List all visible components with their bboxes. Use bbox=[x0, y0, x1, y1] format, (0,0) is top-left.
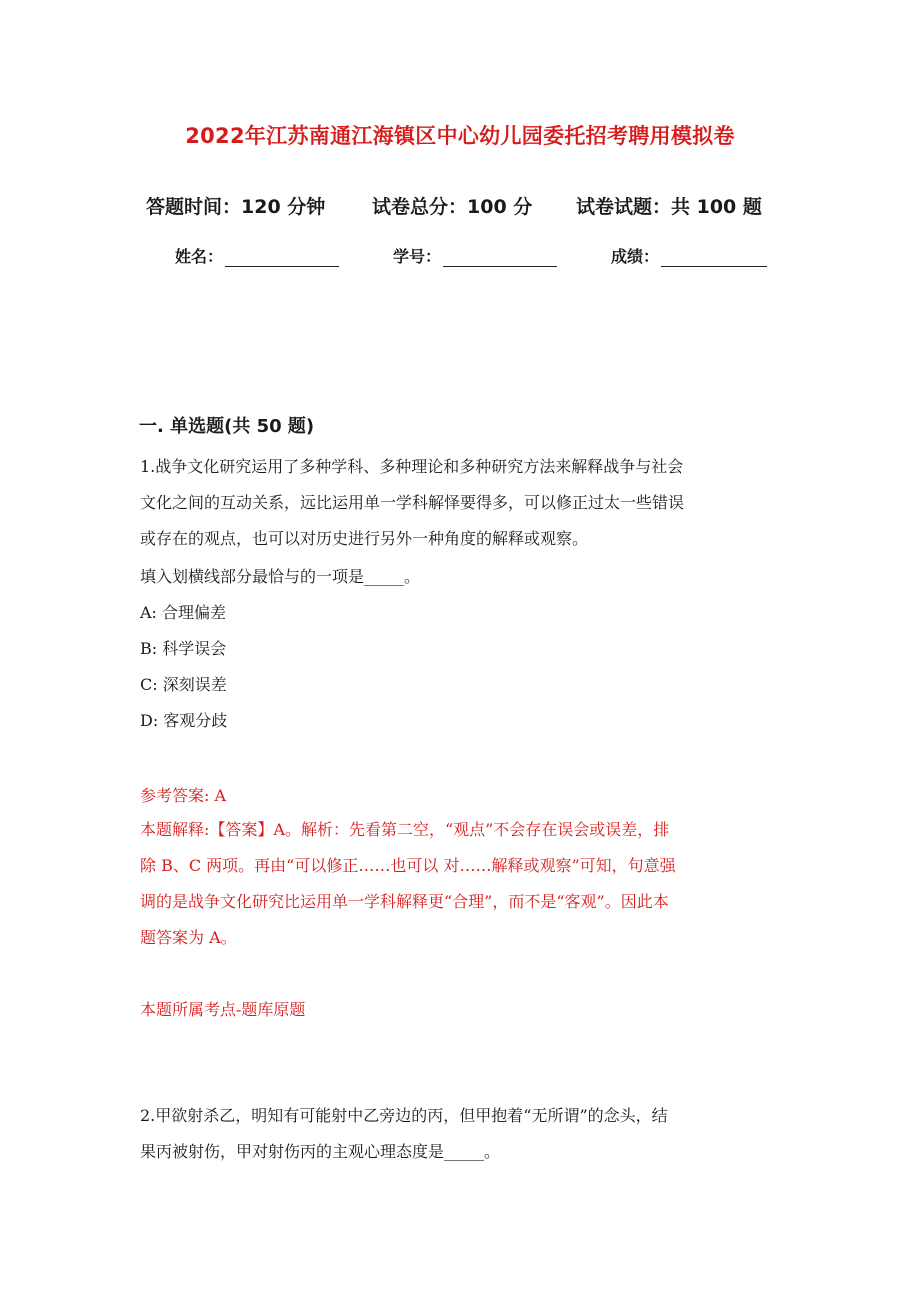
question-1-stem-line: 文化之间的互动关系，远比运用单一学科解怿要得多，可以修正过太一些错误 bbox=[140, 493, 685, 512]
question-1-option-d[interactable]: D: 客观分歧 bbox=[140, 711, 228, 730]
exam-total-questions: 试卷试题：共 100 题 bbox=[576, 196, 762, 218]
student-id-label: 学号： bbox=[393, 247, 442, 266]
score-blank[interactable] bbox=[661, 248, 767, 267]
question-1-answer: 参考答案: A bbox=[140, 786, 227, 805]
question-1-explanation-line: 本题解释:【答案】A。解析：先看第二空，“观点”不会存在误会或误差，排 bbox=[140, 820, 670, 839]
score-field bbox=[611, 244, 767, 267]
question-1-source: 本题所属考点-题库原题 bbox=[140, 1000, 306, 1019]
score-label: 成绩： bbox=[611, 247, 660, 266]
question-1-stem-line: 1.战争文化研究运用了多种学科、多种理论和多种研究方法来解释战争与社会 bbox=[140, 457, 684, 476]
question-2-stem-line: 2.甲欲射杀乙，明知有可能射中乙旁边的丙，但甲抱着“无所谓”的念头，结 bbox=[140, 1106, 668, 1125]
question-1-explanation-line: 题答案为 A。 bbox=[140, 928, 237, 947]
exam-time: 答题时间：120 分钟 bbox=[146, 196, 326, 218]
question-1-explanation-line: 除 B、C 两项。再由“可以修正……也可以 对……解释或观察”可知，句意强 bbox=[140, 856, 676, 875]
question-1-option-b[interactable]: B: 科学误会 bbox=[140, 639, 227, 658]
name-field bbox=[175, 244, 339, 267]
question-1-stem-line: 或存在的观点，也可以对历史进行另外一种角度的解释或观察。 bbox=[140, 529, 589, 548]
exam-title: 2022年江苏南通江海镇区中心幼儿园委托招考聘用模拟卷 bbox=[185, 124, 735, 148]
section-title: 一. 单选题(共 50 题) bbox=[139, 416, 315, 437]
question-2-stem-line: 果丙被射伤，甲对射伤丙的主观心理态度是_____。 bbox=[140, 1142, 501, 1161]
question-1-stem bbox=[140, 449, 774, 557]
name-blank[interactable] bbox=[225, 248, 339, 267]
question-1-explanation-line: 调的是战争文化研究比运用单一学科解释更“合理”，而不是“客观”。因此本 bbox=[140, 892, 669, 911]
student-id-field bbox=[393, 244, 557, 267]
name-label: 姓名： bbox=[175, 247, 224, 266]
question-2-stem bbox=[140, 1098, 774, 1170]
question-1-explanation bbox=[140, 812, 774, 956]
question-1-option-a[interactable]: A: 合理偏差 bbox=[140, 603, 227, 622]
question-1-prompt: 填入划横线部分最恰与的一项是_____。 bbox=[140, 567, 421, 586]
exam-total-score: 试卷总分：100 分 bbox=[372, 196, 533, 218]
student-id-blank[interactable] bbox=[443, 248, 557, 267]
question-1-option-c[interactable]: C: 深刻误差 bbox=[140, 675, 227, 694]
